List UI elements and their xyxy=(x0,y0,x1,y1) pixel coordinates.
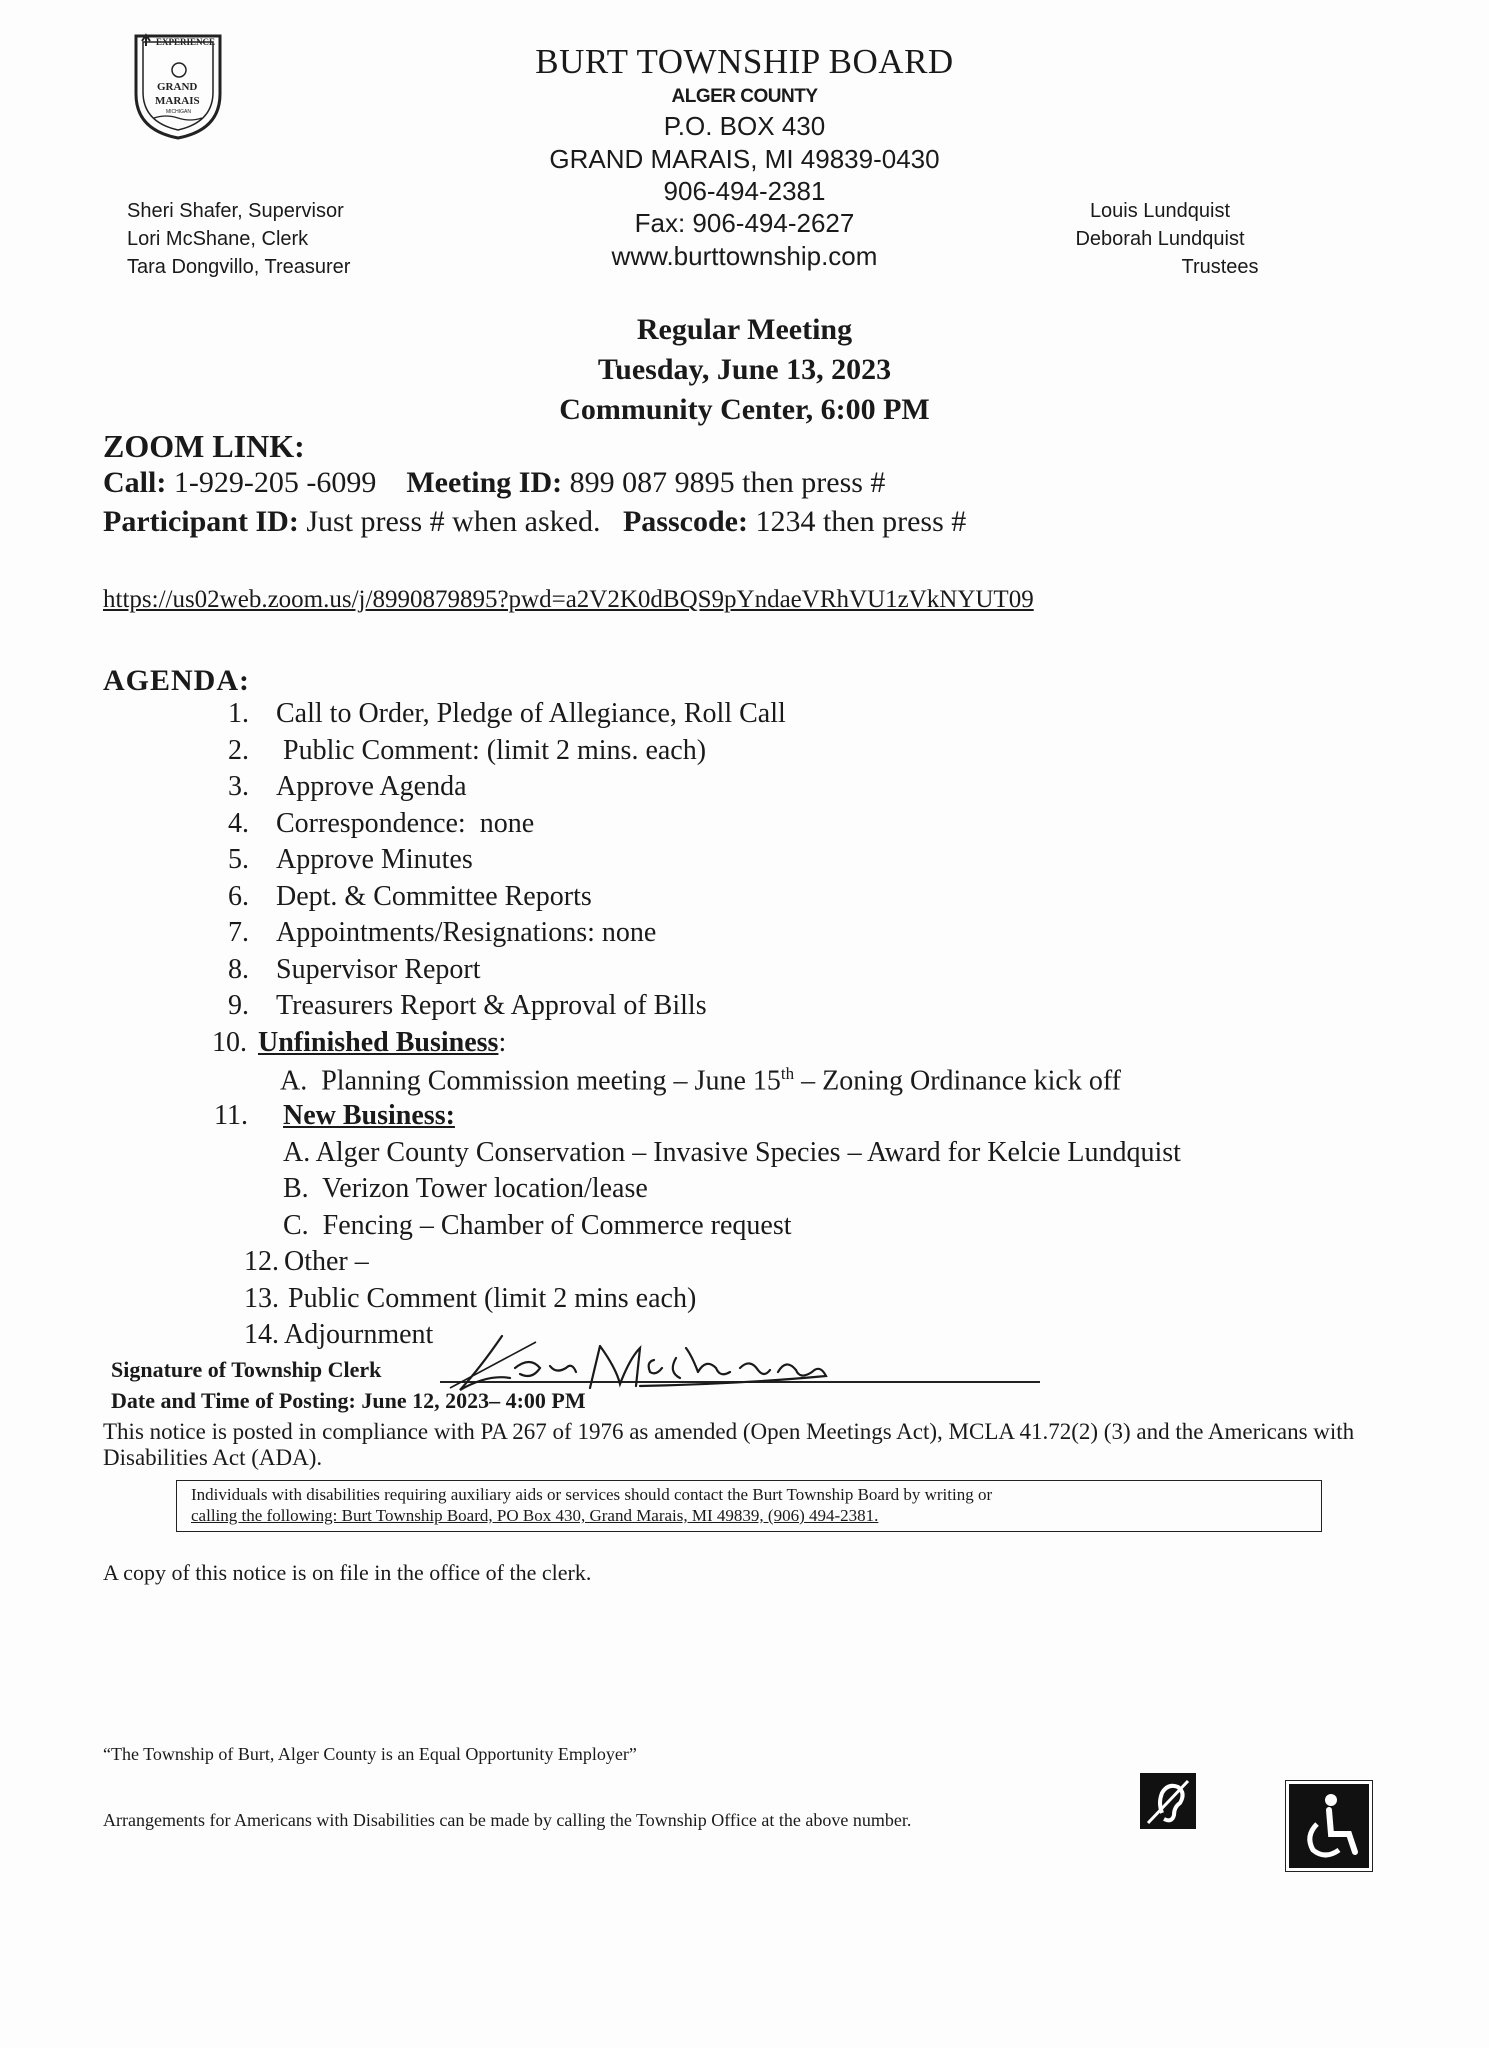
agenda-item: 5. Approve Minutes xyxy=(228,844,473,875)
wheelchair-access-icon xyxy=(1285,1780,1373,1872)
fax-number: Fax: 906-494-2627 xyxy=(634,208,855,238)
meeting-type: Regular Meeting xyxy=(636,313,853,346)
agenda-subitem: C. Fencing – Chamber of Commerce request xyxy=(283,1210,792,1241)
participant-value: Just press # when asked. xyxy=(306,505,601,538)
posting-date-time: Date and Time of Posting: June 12, 2023– 4:00 PM xyxy=(111,1388,586,1413)
officer-treasurer: Tara Dongvillo, Treasurer xyxy=(127,256,351,278)
new-business-title: New Business: xyxy=(283,1100,455,1131)
trustee-1: Louis Lundquist xyxy=(1089,200,1231,222)
agenda-subitem: A. Alger County Conservation – Invasive Species – Award for Kelcie Lundquist xyxy=(283,1137,1181,1168)
logo-text-experience: EXPERIENCE xyxy=(156,37,216,47)
call-label: Call xyxy=(103,466,157,499)
agenda-item: 9. Treasurers Report & Approval of Bills xyxy=(228,990,707,1021)
passcode-label: Passcode: xyxy=(622,505,748,538)
meeting-date: Tuesday, June 13, 2023 xyxy=(597,353,892,386)
agenda-heading: AGENDA: xyxy=(103,664,250,697)
compliance-notice: This notice is posted in compliance with PA 267 of 1976 as amended (Open Meetings Act), MCLA 41.72(2) (3) and the Americans with Disabilities Act (ADA). xyxy=(103,1419,1355,1470)
copy-on-file-note: A copy of this notice is on file in the office of the clerk. xyxy=(103,1560,592,1585)
trustees-label: Trustees xyxy=(1181,256,1259,278)
agenda-item-new-business: 11. New Business: xyxy=(214,1100,455,1131)
agenda-item: 1. Call to Order, Pledge of Allegiance, Roll Call xyxy=(228,698,786,729)
officer-supervisor: Sheri Shafer, Supervisor xyxy=(127,200,344,222)
ada-arrangements-note: Arrangements for Americans with Disabilities can be made by calling the Township Office at the above number. xyxy=(103,1810,912,1830)
officers-list xyxy=(127,197,350,281)
meeting-heading xyxy=(0,310,1489,430)
agenda-item: 7. Appointments/Resignations: none xyxy=(228,917,657,948)
zoom-url-link[interactable]: https://us02web.zoom.us/j/8990879895?pwd=a2V2K0dBQS9pYndaeVRhVU1zVkNYUT09 xyxy=(103,586,1034,613)
agenda-subitem: A. Planning Commission meeting – June 15th – Zoning Ordinance kick off xyxy=(280,1064,1121,1097)
agenda-item-unfinished-business: 10. Unfinished Business: xyxy=(212,1027,507,1058)
logo-text-michigan: MICHIGAN xyxy=(166,109,191,115)
unfinished-business-title: Unfinished Business xyxy=(258,1027,499,1058)
meeting-location-time: Community Center, 6:00 PM xyxy=(559,393,930,426)
agenda-item: 12. Other – xyxy=(244,1246,369,1277)
board-title: BURT TOWNSHIP BOARD xyxy=(535,42,954,81)
po-box: P.O. BOX 430 xyxy=(663,111,826,141)
ada-notice-box xyxy=(176,1480,1322,1532)
county-name: ALGER COUNTY xyxy=(671,86,818,107)
meeting-id-value: 899 087 9895 then press # xyxy=(569,466,886,499)
participant-label: Participant ID: xyxy=(103,505,299,538)
agenda-item: 4. Correspondence: none xyxy=(228,808,535,839)
agenda-item: 2. Public Comment: (limit 2 mins. each) xyxy=(228,735,707,766)
ada-notice-text: Individuals with disabilities requiring auxiliary aids or services should contact the Burt Township Board by writing or calling the following: Burt Township Board, PO Box 430, Grand Marais, MI 49839, (906) 494-2381. xyxy=(191,1485,993,1525)
trustee-2: Deborah Lundquist xyxy=(1075,228,1245,250)
agenda-item: 13. Public Comment (limit 2 mins each) xyxy=(244,1283,697,1314)
officer-clerk: Lori McShane, Clerk xyxy=(127,228,309,250)
agenda-item: 14. Adjournment xyxy=(244,1319,434,1350)
trustees-list xyxy=(1060,197,1260,281)
agenda-subitem: B. Verizon Tower location/lease xyxy=(283,1173,648,1204)
agenda-item: 6. Dept. & Committee Reports xyxy=(228,881,592,912)
meeting-id-label: Meeting ID: xyxy=(406,466,563,499)
logo-text-marais: MARAIS xyxy=(155,95,200,107)
logo-text-grand: GRAND xyxy=(157,81,198,93)
hearing-assistance-icon xyxy=(1140,1773,1196,1829)
zoom-heading: ZOOM LINK: xyxy=(103,428,305,464)
phone-number: 906-494-2381 xyxy=(663,176,826,206)
call-number: 1-929-205 -6099 xyxy=(173,466,377,499)
passcode-value: 1234 then press # xyxy=(755,505,967,538)
signature-label: Signature of Township Clerk xyxy=(111,1357,382,1382)
website[interactable]: www.burttownship.com xyxy=(611,241,878,271)
city-address: GRAND MARAIS, MI 49839-0430 xyxy=(549,144,940,174)
equal-opportunity-statement: “The Township of Burt, Alger County is an Equal Opportunity Employer” xyxy=(103,1744,637,1764)
agenda-item: 3. Approve Agenda xyxy=(228,771,467,802)
zoom-call-line: Call: 1-929-205 -6099 Meeting ID: 899 087 9895 then press # xyxy=(103,466,886,499)
zoom-participant-line xyxy=(103,505,966,539)
agenda-item: 8. Supervisor Report xyxy=(228,954,481,985)
